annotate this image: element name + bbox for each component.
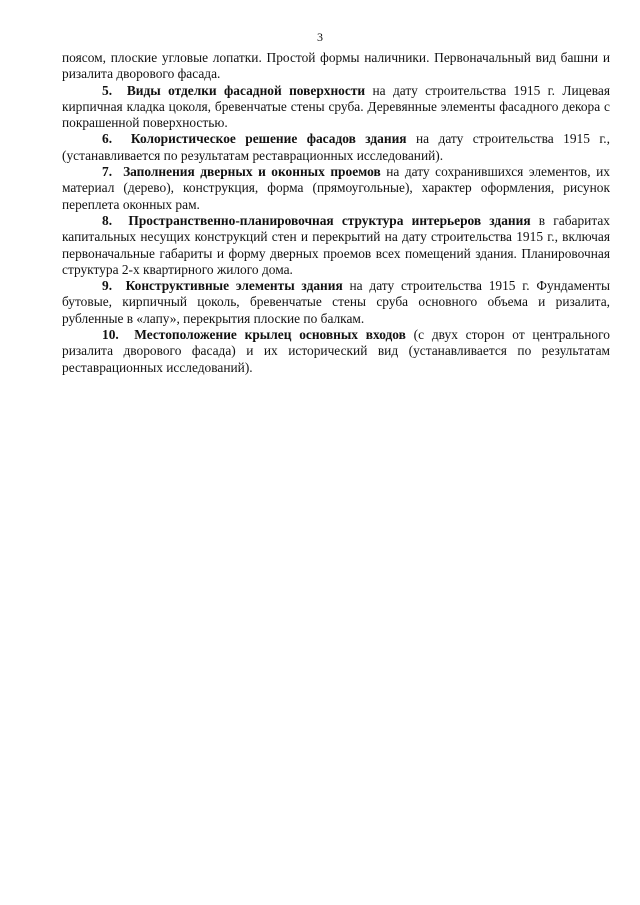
item-number: 8. [102,212,113,228]
item-number: 9. [102,278,113,294]
page-number: 3 [317,30,323,44]
list-item-5 [62,83,610,132]
item-term: Заполнения дверных и оконных проемов [123,164,381,180]
list-item-10 [62,327,610,376]
list-item-6 [62,131,610,164]
item-term: Местоположение крылец основных входов [134,327,406,343]
list-item-9 [62,278,610,327]
item-term: Колористическое решение фасадов здания [130,131,407,147]
item-text: на дату строительства 1915 г. Лицевая кирпичная кладка цоколя, бревенчатые стены сруба. Деревянные элементы фасадного декора с покрашенной поверхностью. [62,82,610,131]
item-text: (с двух сторон от центрального ризалита дворового фасада) и их исторический вид (устанавливается по результатам реставрационных исследований). [62,327,610,375]
item-term: Виды отделки фасадной поверхности [126,82,366,98]
document-body [62,50,610,376]
item-text: на дату сохранившихся элементов, их материал (дерево), конструкция, форма (прямоугольные), характер оформления, рисунок переплета оконных рам. [62,164,610,212]
item-number: 7. [102,164,113,180]
item-text: на дату строительства 1915 г., (устанавливается по результатам реставрационных исследований). [62,131,611,163]
item-text: на дату строительства 1915 г. Фундаменты бутовые, кирпичный цоколь, бревенчатые стены сруба основного объема и ризалита, рубленные в «лапу», перекрытия плоские по балкам. [62,278,610,326]
intro-paragraph: поясом, плоские угловые лопатки. Простой формы наличники. Первоначальный вид башни и ризалита дворового фасада. [62,50,610,82]
item-text: в габаритах капитальных несущих конструкций стен и перекрытий на дату строительства 1915 г., включая первоначальные габариты и форму дверных проемов всех помещений здания. Планировочная структура 2-х квартирного жилого дома. [62,212,610,277]
item-term: Пространственно-планировочная структура интерьеров здания [128,212,531,228]
item-term: Конструктивные элементы здания [125,278,343,294]
item-number: 5. [102,82,113,98]
item-number: 10. [102,327,119,343]
list-item-7 [62,164,610,213]
list-item-8 [62,213,610,278]
item-number: 6. [102,131,113,147]
